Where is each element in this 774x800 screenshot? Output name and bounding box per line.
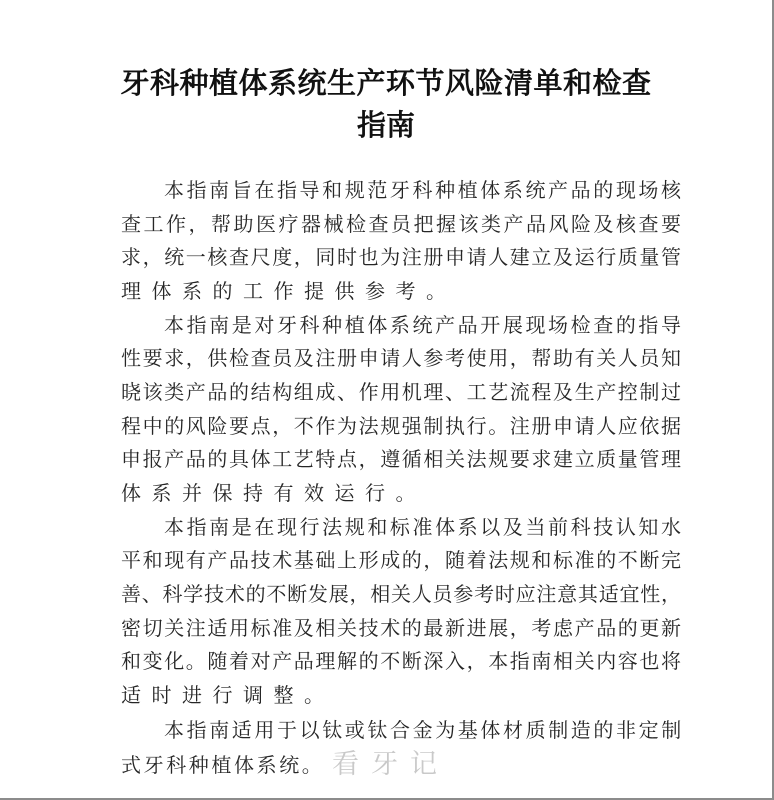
- document-title-line-1: 牙科种植体系统生产环节风险清单和检查: [120, 66, 652, 100]
- paragraph-line: 本指南是对牙科种植体系统产品开展现场检查的指导: [164, 313, 681, 337]
- paragraph-line: 性要求，供检查员及注册申请人参考使用，帮助有关人员知: [121, 346, 681, 370]
- paragraph-line: 本指南旨在指导和规范牙科种植体系统产品的现场核: [164, 178, 681, 202]
- paragraph-line: 本指南是在现行法规和标准体系以及当前科技认知水: [164, 515, 681, 539]
- paragraph-line: 式牙科种植体系统。: [121, 753, 325, 777]
- paragraph-line: 晓该类产品的结构组成、作用机理、工艺流程及生产控制过: [121, 380, 681, 404]
- document-title-line-2: 指南: [356, 108, 415, 142]
- paragraph-line: 程中的风险要点，不作为法规强制执行。注册申请人应依据: [121, 414, 681, 438]
- paragraph-line: 适时进行调整。: [121, 683, 335, 707]
- paragraph-line: 理体系的工作提供参考。: [121, 279, 457, 303]
- paragraph-line: 体系并保持有效运行。: [121, 481, 426, 505]
- watermark-text: 看牙记: [332, 749, 449, 780]
- paragraph-line: 密切关注适用标准及相关技术的最新进展，考虑产品的更新: [121, 616, 681, 640]
- paragraph-line: 和变化。随着对产品理解的不断深入，本指南相关内容也将: [121, 649, 681, 673]
- paragraph-line: 本指南适用于以钛或钛合金为基体材质制造的非定制: [164, 718, 684, 742]
- paragraph-line: 善、科学技术的不断发展，相关人员参考时应注意其适宜性，: [121, 582, 681, 606]
- paragraph-line: 查工作，帮助医疗器械检查员把握该类产品风险及核查要: [121, 212, 681, 236]
- paragraph-line: 求，统一核查尺度，同时也为注册申请人建立及运行质量管: [121, 245, 681, 269]
- paragraph-line: 申报产品的具体工艺特点，遵循相关法规要求建立质量管理: [121, 447, 681, 471]
- paragraph-line: 平和现有产品技术基础上形成的，随着法规和标准的不断完: [121, 548, 681, 572]
